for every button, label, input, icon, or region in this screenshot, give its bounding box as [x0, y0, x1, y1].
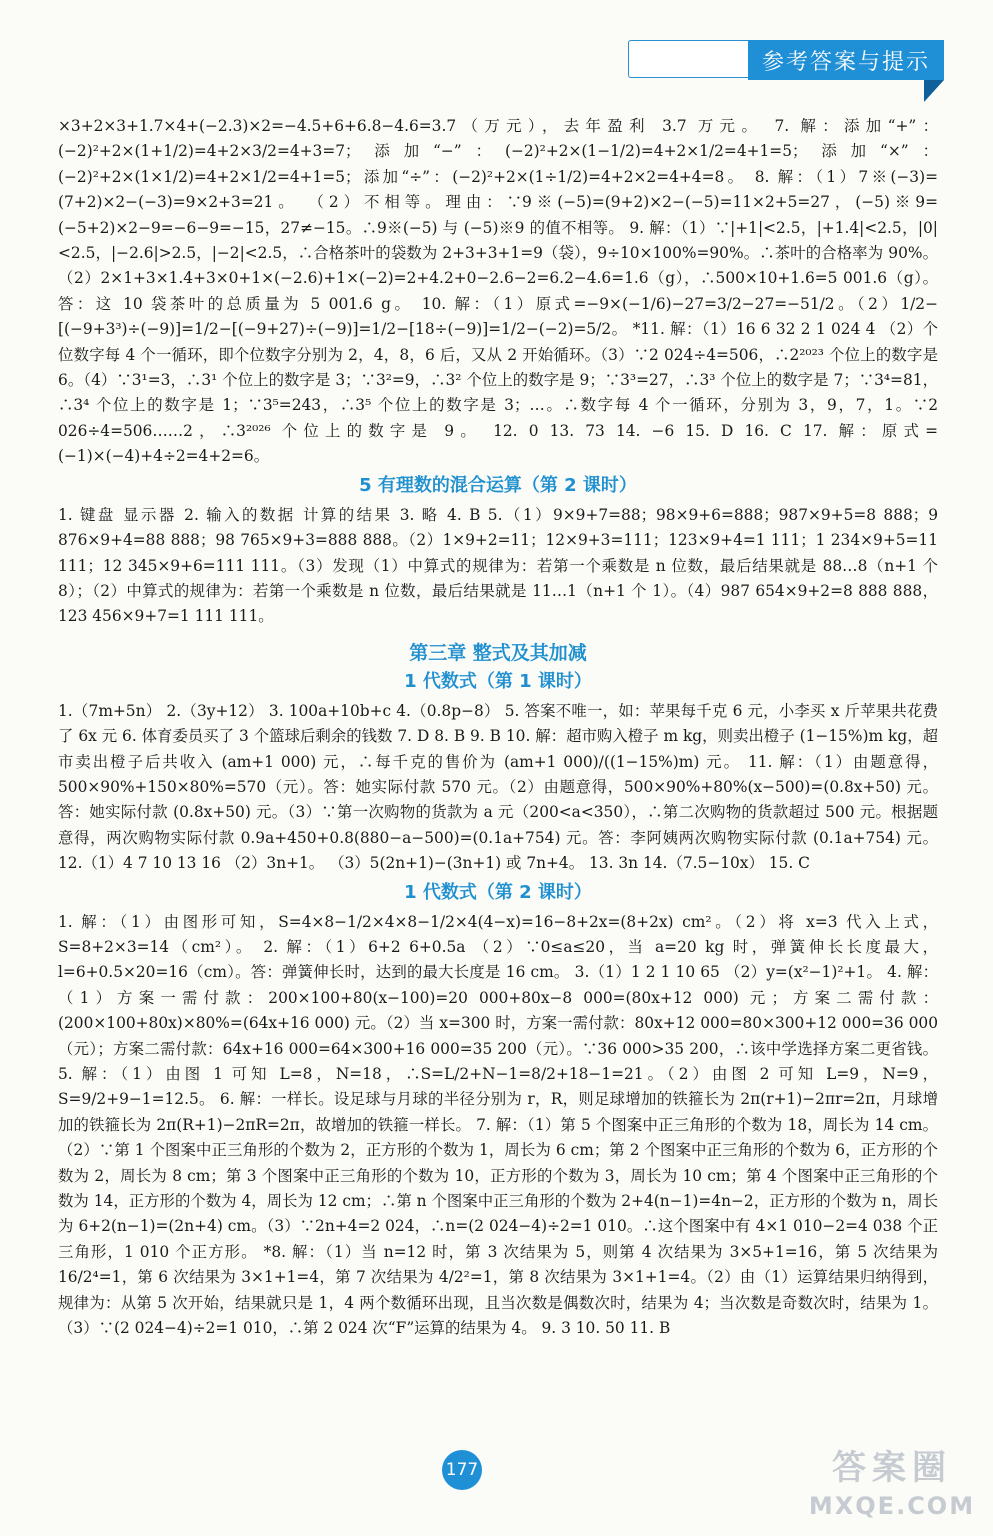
chapter-title: 第三章 整式及其加减	[409, 641, 587, 664]
watermark-glyphs: 答案圈	[832, 1448, 952, 1488]
section-title-mixed-operations: 5 有理数的混合运算（第 2 课时）	[359, 474, 637, 496]
section-title-algebraic-2: 1 代数式（第 2 课时）	[404, 881, 592, 903]
watermark-domain: MXQE.COM	[808, 1492, 976, 1520]
watermark-logo	[804, 1444, 980, 1530]
page-number: 177	[442, 1450, 482, 1490]
section-title-algebraic-1: 1 代数式（第 1 课时）	[404, 670, 592, 692]
header-fold-decoration	[924, 80, 944, 102]
answer-paragraph-4: 1. 解：（1）由图形可知，S=4×8−1/2×4×8−1/2×4(4−x)=16−8+2x=(8+2x) cm²。（2）将 x=3 代入上式，S=8+2×3=14（cm²）。 2. 解：（1）6+2 6+0.5a （2）∵0≤a≤20，当 a=20 kg 时，弹簧伸长长度最大，l=6+0.5×20=16（cm）。答：弹簧伸长时，达到的最大长度是 16 cm。 3.（1）1 2 1 10 65 （2）y=(x²−1)²+1。 4. 解：（1）方案一需付款：200×100+80(x−100)=20 000+80x−8 000=(80x+12 000) 元；方案二需付款：(200×100+80x)×80%=(64x+16 000) 元。（2）当 x=300 时，方案一需付款：80x+12 000=80×300+12 000=36 000（元）；方案二需付款：64x+16 000=64×300+16 000=35 200（元）。∵36 000>35 200，∴该中学选择方案二更省钱。 5. 解：（1）由图 1 可知 L=8，N=18，∴S=L/2+N−1=8/2+18−1=21。（2）由图 2 可知 L=9，N=9，S=9/2+9−1=12.5。 6. 解：一样长。设足球与月球的半径分别为 r，R，则足球增加的铁箍长为 2π(r+1)−2πr=2π，月球增加的铁箍长为 2π(R+1)−2πR=2π，故增加的铁箍一样长。 7. 解：（1）第 5 个图案中正三角形的个数为 18，周长为 14 cm。（2）∵第 1 个图案中正三角形的个数为 2，正方形的个数为 1，周长为 6 cm；第 2 个图案中正三角形的个数为 6，正方形的个数为 2，周长为 8 cm；第 3 个图案中正三角形的个数为 10，正方形的个数为 3，周长为 10 cm；第 4 个图案中正三角形的个数为 14，正方形的个数为 4，周长为 12 cm；∴第 n 个图案中正三角形的个数为 2+4(n−1)=4n−2，正方形的个数为 n，周长为 6+2(n−1)=(2n+4) cm。（3）∵2n+4=2 024，∴n=(2 024−4)÷2=1 010。∴这个图案中有 4×1 010−2=4 038 个正三角形，1 010 个正方形。 *8. 解：（1）当 n=12 时，第 3 次结果为 5，则第 4 次结果为 3×5+1=16，第 5 次结果为 16/2⁴=1，第 6 次结果为 3×1+1=4，第 7 次结果为 4/2²=1，第 8 次结果为 3×1+1=4。（2）由（1）运算结果归纳得到，规律为：从第 5 次开始，结果就只是 1，4 两个数循环出现，且当次数是偶数次时，结果为 4；当次数是奇数次时，结果为 1。（3）∵(2 024−4)÷2=1 010，∴第 2 024 次“F”运算的结果为 4。 9. 3 10. 50 11. B	[58, 912, 938, 1338]
answer-paragraph-3: 1.（7m+5n） 2.（3y+12） 3. 100a+10b+c 4.（0.8p−8） 5. 答案不唯一，如：苹果每千克 6 元，小李买 x 斤苹果共花费了 6x 元 6. 体育委员买了 3 个篮球后剩余的钱数 7. D 8. B 9. B 10. 解：超市购入橙子 m kg，则卖出橙子 (1−15%)m kg，超市卖出橙子后共收入 (am+1 000) 元，∴每千克的售价为 (am+1 000)/((1−15%)m) 元。 11. 解：（1）由题意得，500×90%+150×80%=570（元）。答：她实际付款 570 元。（2）由题意得，500×90%+80%(x−500)=(0.8x+50) 元。答：她实际付款 (0.8x+50) 元。（3）∵第一次购物的货款为 a 元（200<a<350），∴第二次购物的货款超过 500 元。根据题意得，两次购物实际付款 0.9a+450+0.8(880−a−500)=(0.1a+754) 元。答：李阿姨两次购物实际付款 (0.1a+754) 元。 12.（1）4 7 10 13 16 （2）3n+1。 （3）5(2n+1)−(3n+1) 或 7n+4。 13. 3n 14.（7.5−10x） 15. C	[58, 701, 938, 873]
answer-paragraph-2: 1. 键盘 显示器 2. 输入的数据 计算的结果 3. 略 4. B 5.（1）9×9+7=88；98×9+6=888；987×9+5=8 888；9 876×9+4=88 888；98 765×9+3=888 888。（2）1×9+2=11；12×9+3=111；123×9+4=1 111；1 234×9+5=11 111；12 345×9+6=111 111。（3）发现（1）中算式的规律为：若第一个乘数是 n 位数，最后结果就是 88…8（n+1 个 8）；（2）中算式的规律为：若第一个乘数是 n 位数，最后结果就是 11…1（n+1 个 1）。（4）987 654×9+2=8 888 888，123 456×9+7=1 111 111。	[58, 505, 938, 626]
header-tab-outline	[628, 40, 748, 78]
answer-paragraph-1: ×3+2×3+1.7×4+(−2.3)×2=−4.5+6+6.8−4.6=3.7（万元），去年盈利 3.7 万元。 7. 解：添加“+”：(−2)²+2×(1+1/2)=4+2×3/2=4+3=7；添加“−”：(−2)²+2×(1−1/2)=4+2×1/2=4+1=5；添加“×”：(−2)²+2×(1×1/2)=4+2×1/2=4+1=5；添加“÷”：(−2)²+2×(1÷1/2)=4+2×2=4+4=8。 8. 解：（1）7※(−3)=(7+2)×2−(−3)=9×2+3=21。 （2）不相等。理由：∵9※(−5)=(9+2)×2−(−5)=11×2+5=27，(−5)※9=(−5+2)×2−9=−6−9=−15，27≠−15。∴9※(−5) 与 (−5)※9 的值不相等。 9. 解：（1）∵|+1|<2.5，|+1.4|<2.5，|0|<2.5，|−2.6|>2.5，|−2|<2.5，∴合格茶叶的袋数为 2+3+3+1=9（袋），9÷10×100%=90%。∴茶叶的合格率为 90%。（2）2×1+3×1.4+3×0+1×(−2.6)+1×(−2)=2+4.2+0−2.6−2=6.2−4.6=1.6（g），∴500×10+1.6=5 001.6（g）。答：这 10 袋茶叶的总质量为 5 001.6 g。 10. 解：（1）原式=−9×(−1/6)−27=3/2−27=−51/2。（2）1/2−[(−9+3³)÷(−9)]=1/2−[(−9+27)÷(−9)]=1/2−[18÷(−9)]=1/2−(−2)=5/2。 *11. 解：（1）16 6 32 2 1 024 4 （2）个位数字每 4 个一循环，即个位数字分别为 2，4，8，6 后，又从 2 开始循环。（3）∵2 024÷4=506，∴2²⁰²³ 个位上的数字是 6。（4）∵3¹=3，∴3¹ 个位上的数字是 3；∵3²=9，∴3² 个位上的数字是 9；∵3³=27，∴3³ 个位上的数字是 7；∵3⁴=81，∴3⁴ 个位上的数字是 1；∵3⁵=243，∴3⁵ 个位上的数字是 3；…。∴数字每 4 个一循环，分别为 3，9，7，1。∵2 026÷4=506……2，∴3²⁰²⁶ 个位上的数字是 9。 12. 0 13. 73 14. −6 15. D 16. C 17. 解：原式=(−1)×(−4)+4÷2=4+2=6。	[58, 117, 938, 466]
answer-content	[58, 114, 938, 1341]
header-title: 参考答案与提示	[748, 40, 944, 80]
